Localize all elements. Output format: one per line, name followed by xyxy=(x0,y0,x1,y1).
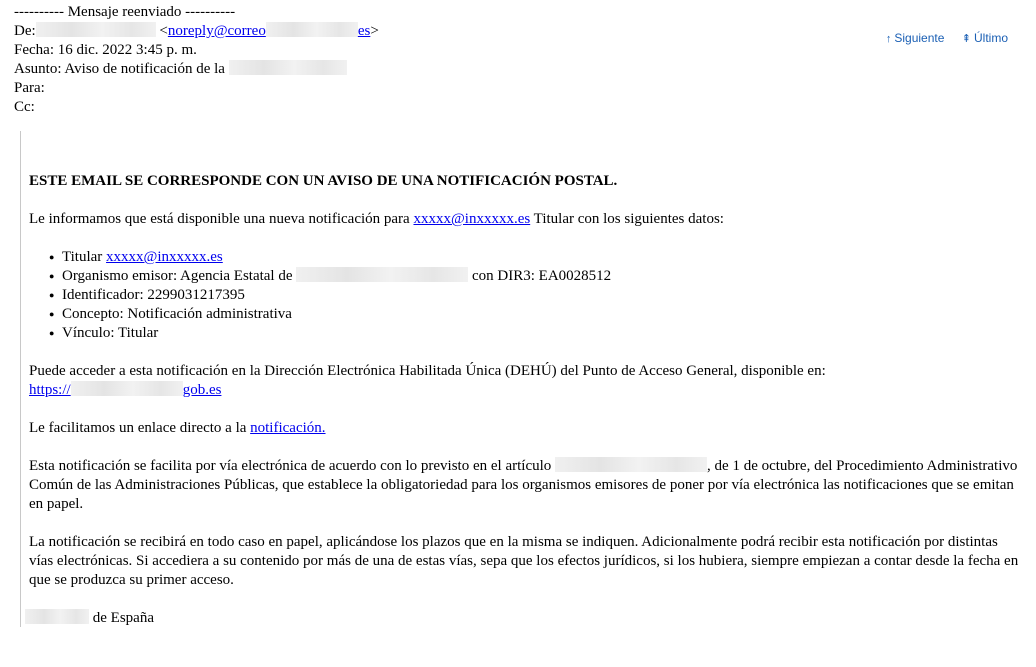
access-paragraph xyxy=(29,362,1024,400)
notification-link[interactable]: notificación. xyxy=(250,420,326,436)
subject-text: Asunto: Aviso de notificación de la xyxy=(14,61,225,77)
forwarded-line: ---------- Mensaje reenviado ---------- xyxy=(14,4,236,20)
from-gt: > xyxy=(370,23,379,39)
last-message-button[interactable] xyxy=(962,31,1008,45)
list-item-concepto: ● Concepto: Notificación administrativa xyxy=(49,305,1024,324)
access-text: Puede acceder a esta notificación en la Dirección Electrónica Habilitada Única (DEHÚ) del Punto de Acceso General, disponible en: xyxy=(29,363,826,379)
legal-paragraph xyxy=(29,457,1024,514)
intro-text: Le informamos que está disponible una nueva notificación para xyxy=(29,211,414,227)
direct-text: Le facilitamos un enlace directo a la xyxy=(29,420,251,436)
intro-paragraph xyxy=(29,210,1024,229)
double-arrow-up-icon: ⇞ xyxy=(961,33,971,45)
legal-text: Esta notificación se facilita por vía electrónica de acuerdo con lo previsto en el artículo xyxy=(29,458,556,474)
from-lt: < xyxy=(159,23,168,39)
subject-line xyxy=(14,60,379,79)
next-message-button[interactable] xyxy=(886,31,945,45)
to-line: Para: xyxy=(14,80,45,96)
list-item-vinculo: ● Vínculo: Titular xyxy=(49,324,1024,343)
direct-link-paragraph xyxy=(29,419,1024,438)
next-label: Siguiente xyxy=(894,31,945,45)
redacted-sender-name xyxy=(36,22,156,37)
access-link[interactable] xyxy=(29,382,221,398)
from-line xyxy=(14,22,379,41)
legal-text-end: , de 1 de octubre, del Procedimiento Administrativo Común de las Administraciones Públicas, que establece la obligatoriedad para los organismos emisores de poner por vía electrónica las notificaciones que se emitan en papel. xyxy=(29,458,1018,512)
organismo-dir3: con DIR3: EA0028512 xyxy=(468,268,612,284)
organismo-text: Organismo emisor: Agencia Estatal de xyxy=(62,268,297,284)
forwarded-header xyxy=(14,3,379,117)
message-nav xyxy=(872,29,1008,49)
last-label: Último xyxy=(973,31,1008,45)
paper-paragraph: La notificación se recibirá en todo caso en papel, aplicándose los plazos que en la misma se indiquen. Adicionalmente podrá recibir esta notificación por distintas vías electrónicas. Si accediera a su contenido por más de una de estas vías, sepa que los efectos jurídicos, si los hubiera, siempre empiezan a contar desde la fecha en que se produzca su primer acceso. xyxy=(29,534,1019,588)
cc-line: Cc: xyxy=(14,99,35,115)
redacted-signature xyxy=(25,609,89,624)
redacted-domain xyxy=(266,22,358,37)
notification-details-list xyxy=(29,248,1024,343)
redacted-url xyxy=(71,381,183,396)
access-link-end: gob.es xyxy=(182,382,222,398)
from-email-link[interactable] xyxy=(168,23,370,39)
message-body xyxy=(29,172,1024,628)
access-link-start: https:// xyxy=(29,382,71,398)
list-item-titular xyxy=(49,248,1024,267)
intro-text-end: Titular con los siguientes datos: xyxy=(530,211,724,227)
from-email-end: es xyxy=(357,23,371,39)
list-item-identificador: ● Identificador: 2299031217395 xyxy=(49,286,1024,305)
redacted-subject xyxy=(229,60,347,75)
from-email-start: noreply@correo xyxy=(167,23,266,39)
redacted-organismo xyxy=(296,267,468,282)
titular-label: Titular xyxy=(62,249,107,265)
intro-email-link[interactable]: xxxxx@inxxxxx.es xyxy=(413,211,531,227)
titular-email-link[interactable]: xxxxx@inxxxxx.es xyxy=(106,249,223,265)
message-title: ESTE EMAIL SE CORRESPONDE CON UN AVISO DE UNA NOTIFICACIÓN POSTAL. xyxy=(29,173,618,189)
from-label: De: xyxy=(14,23,36,39)
signature-line xyxy=(25,609,1024,628)
date-line: Fecha: 16 dic. 2022 3:45 p. m. xyxy=(14,42,197,58)
list-item-organismo xyxy=(49,267,1024,286)
redacted-article xyxy=(555,457,707,472)
arrow-up-icon: ↑ xyxy=(885,33,892,45)
signature-text: de España xyxy=(89,610,154,626)
